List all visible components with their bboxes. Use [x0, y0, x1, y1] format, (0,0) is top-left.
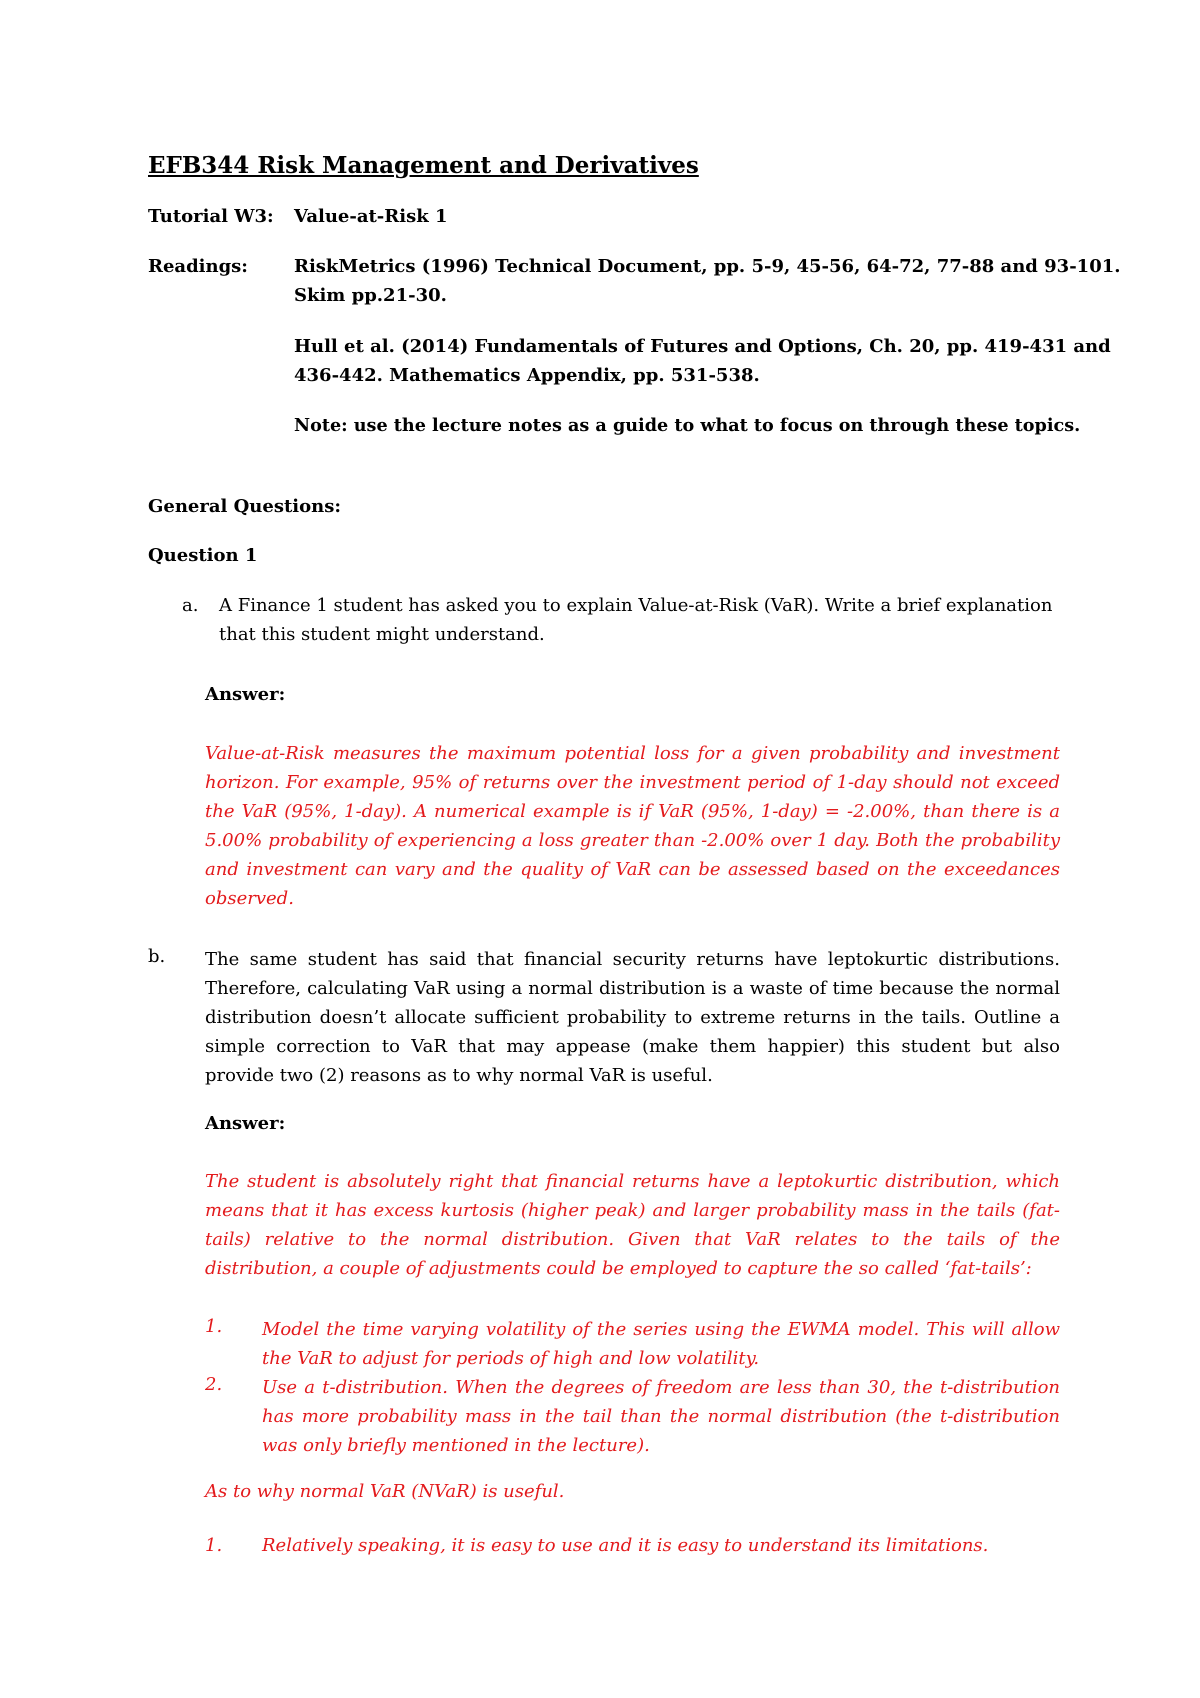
nvar-1-text: Relatively speaking, it is easy to use and it is easy to understand its limitations.: [262, 1535, 989, 1556]
note-text: Note: use the lecture notes as a guide to what to focus on through these topics.: [294, 415, 1081, 436]
question-a-line1: A Finance 1 student has asked you to explain Value-at-Risk (VaR). Write a brief explanation: [219, 595, 1053, 616]
nvar-heading: As to why normal VaR (NVaR) is useful.: [205, 1481, 565, 1502]
question-a-line2: that this student might understand.: [219, 624, 545, 645]
question-b-text: The same student has said that financial security returns have leptokurtic distributions. Therefore, calculating VaR using a normal distribution is a waste of time because the normal distribution doesn’t allocate sufficient probability to extreme returns in the tails. Outline a simple correction to VaR that may appease (make them happier) this student but also provide two (2) reasons as to why normal VaR is useful.: [205, 949, 1060, 1086]
reading2-line2: 436-442. Mathematics Appendix, pp. 531-538.: [294, 365, 760, 386]
adjustment-2-text: Use a t-distribution. When the degrees of freedom are less than 30, the t-distribution has more probability mass in the tail than the normal distribution (the t-distribution was only briefly mentioned in the lecture).: [262, 1377, 1060, 1456]
answer-a-label: Answer:: [205, 684, 286, 705]
reading1-line2: Skim pp.21-30.: [294, 285, 447, 306]
question-b-marker: b.: [148, 946, 166, 967]
general-questions-heading: General Questions:: [148, 496, 341, 517]
readings-label: Readings:: [148, 256, 248, 277]
adjustment-1-marker: 1.: [205, 1316, 223, 1337]
reading2-line1: Hull et al. (2014) Fundamentals of Futures and Options, Ch. 20, pp. 419-431 and: [294, 336, 1111, 357]
nvar-1-marker: 1.: [205, 1535, 223, 1556]
tutorial-value: Value-at-Risk 1: [294, 206, 448, 227]
tutorial-label: Tutorial W3:: [148, 206, 274, 227]
answer-b-label: Answer:: [205, 1113, 286, 1134]
question-a-marker: a.: [182, 595, 199, 616]
reading1-line1: RiskMetrics (1996) Technical Document, pp. 5-9, 45-56, 64-72, 77-88 and 93-101.: [294, 256, 1121, 277]
adjustment-2-marker: 2.: [205, 1374, 223, 1395]
adjustment-1-text: Model the time varying volatility of the series using the EWMA model. This will allow the VaR to adjust for periods of high and low volatility.: [262, 1319, 1060, 1369]
answer-b-intro: The student is absolutely right that financial returns have a leptokurtic distribution, which means that it has excess kurtosis (higher peak) and larger probability mass in the tails (fat-tails) relative to the normal distribution. Given that VaR relates to the tails of the distribution, a couple of adjustments could be employed to capture the so called ‘fat-tails’:: [205, 1171, 1060, 1279]
question-1-heading: Question 1: [148, 545, 258, 566]
doc-title: EFB344 Risk Management and Derivatives: [148, 152, 699, 179]
answer-a-text: Value-at-Risk measures the maximum potential loss for a given probability and investment horizon. For example, 95% of returns over the investment period of 1-day should not exceed the VaR (95%, 1-day). A numerical example is if VaR (95%, 1-day) = -2.00%, than there is a 5.00% probability of experiencing a loss greater than -2.00% over 1 day. Both the probability and investment can vary and the quality of VaR can be assessed based on the exceedances observed.: [205, 743, 1060, 909]
